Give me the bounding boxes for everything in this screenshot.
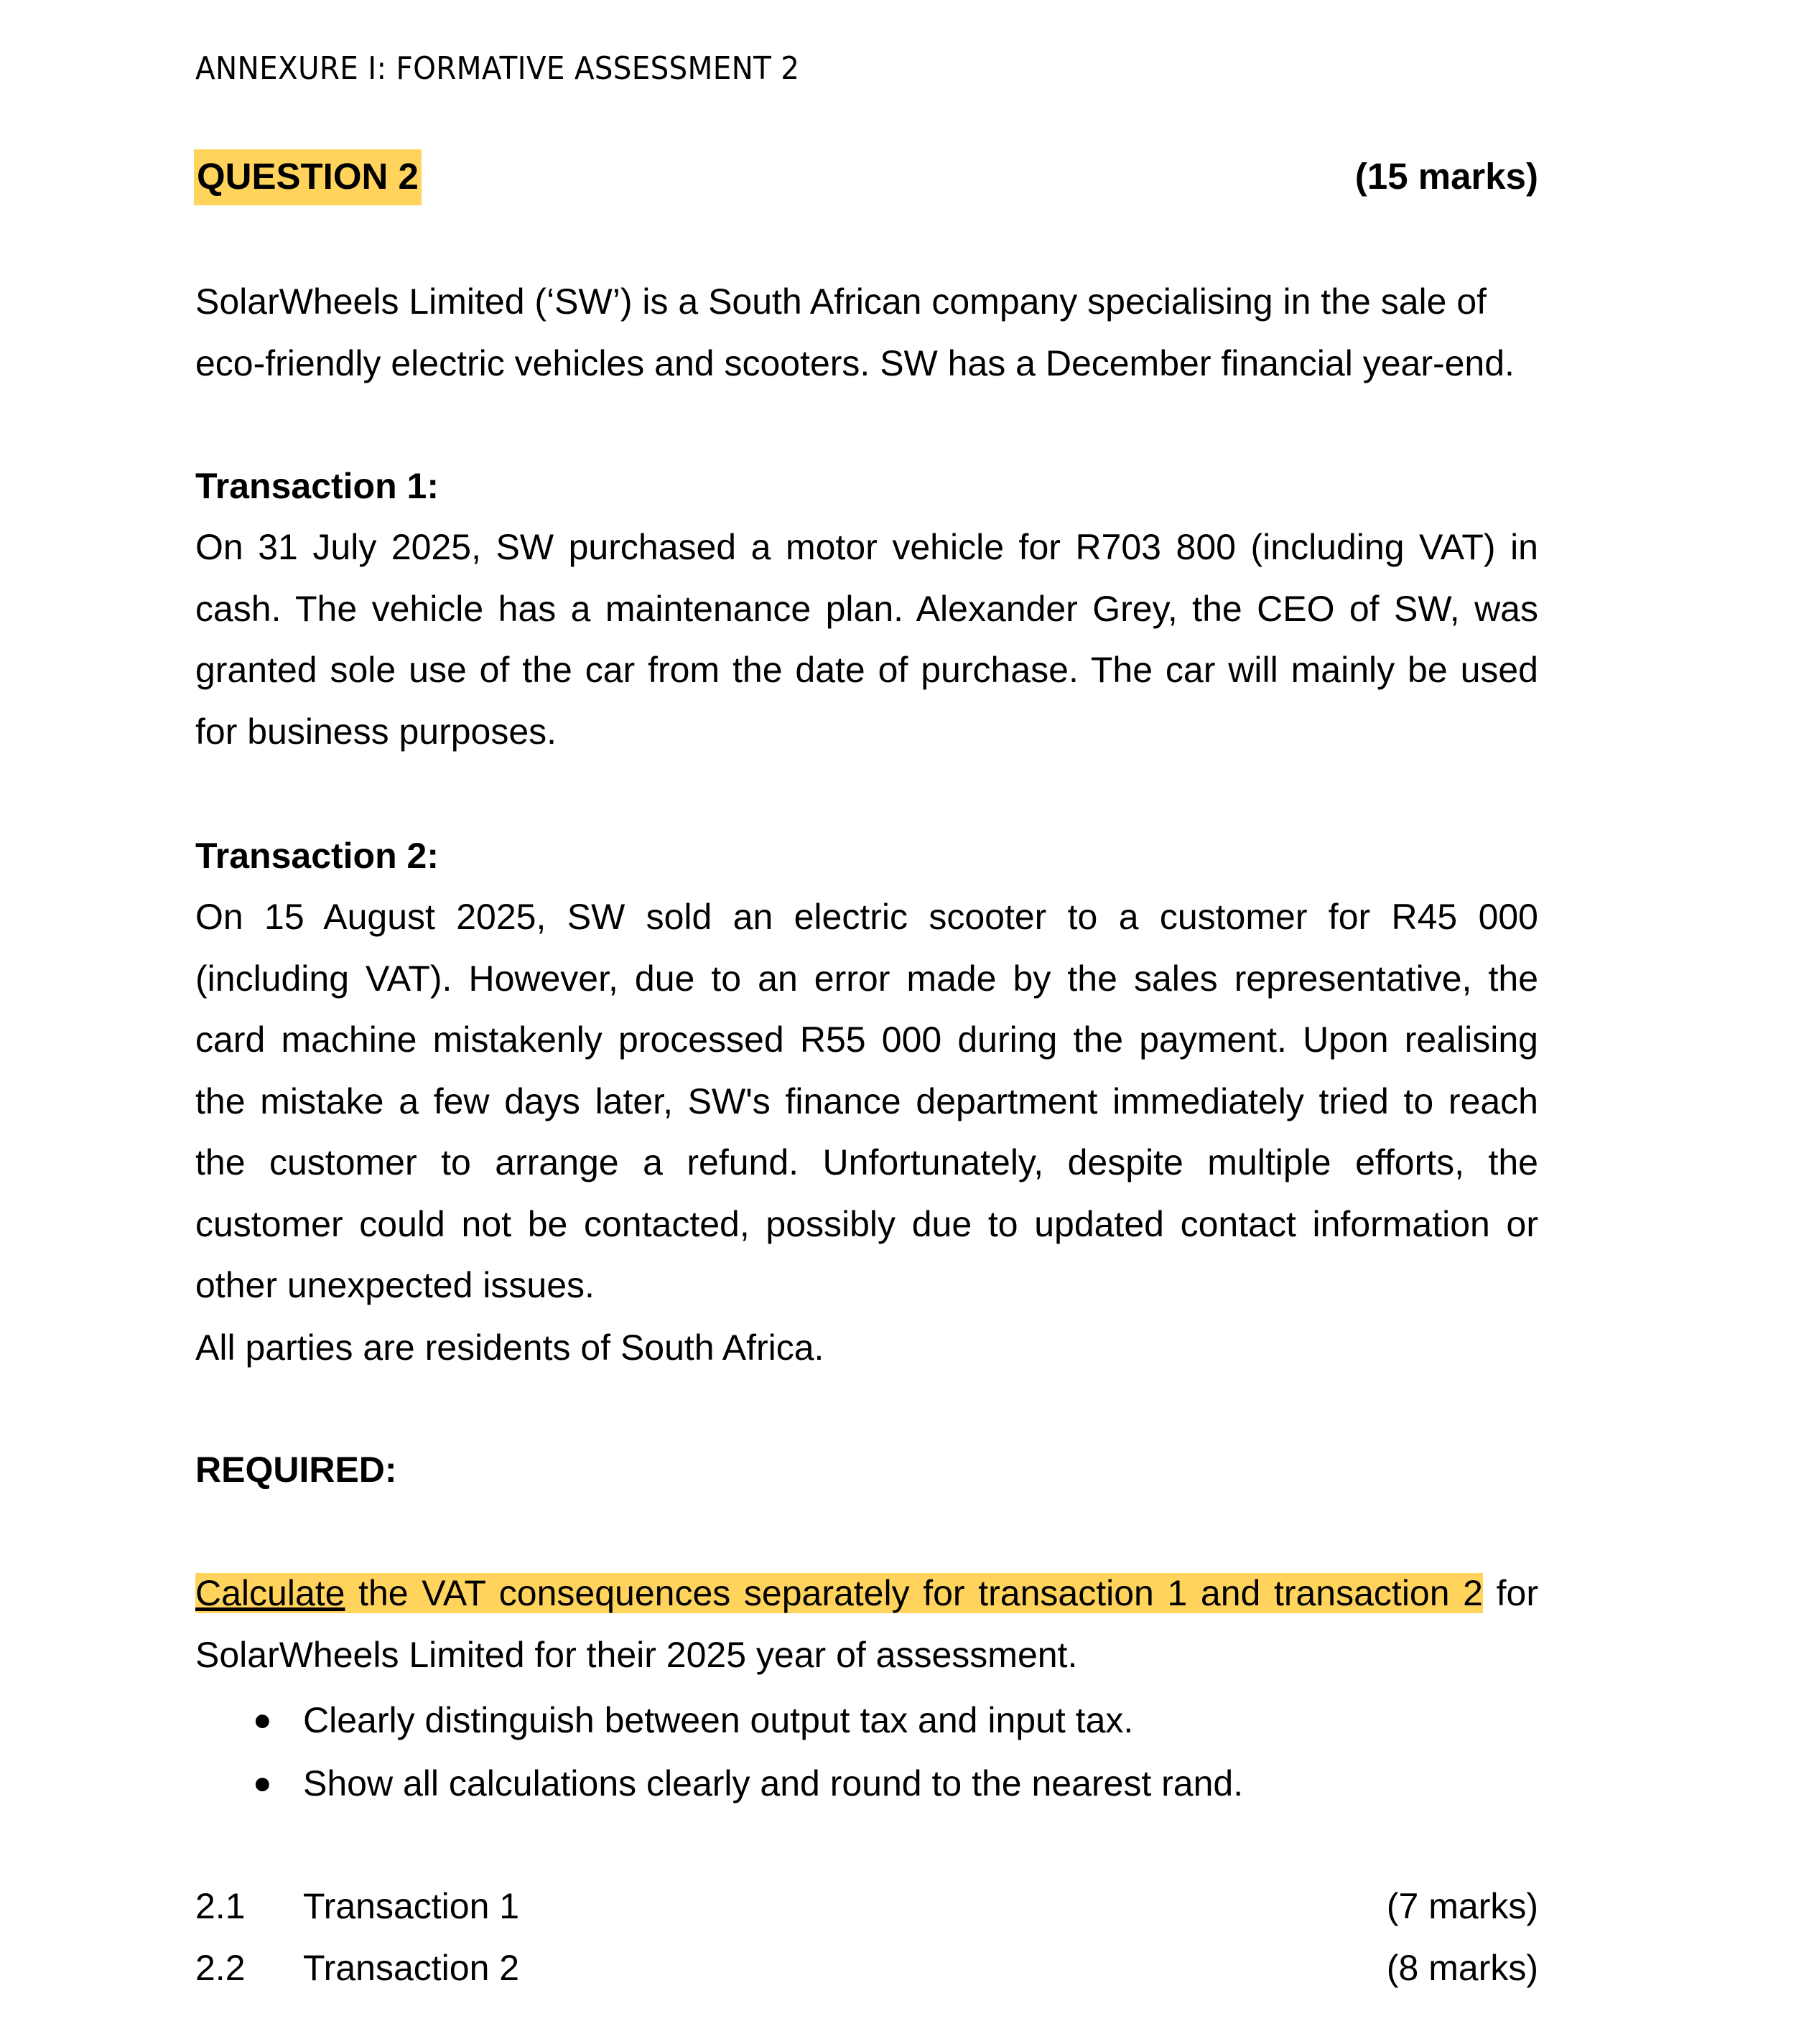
instruction-highlight-text: the VAT consequences separately for transaction 1 and transaction 2 — [345, 1573, 1483, 1613]
instruction-highlight — [195, 1573, 1483, 1613]
intro-paragraph: SolarWheels Limited (‘SW’) is a South African company specialising in the sale of eco-friendly electric vehicles and scooters. SW has a December financial year-end. — [195, 281, 1515, 383]
transaction-2-body: On 15 August 2025, SW sold an electric scooter to a customer for R45 000 (including VAT). However, due to an error made by the sales representative, the card machine mistakenly processed R55 000 during the payment. Upon realising the mistake a few days later, SW's finance department immediately tried to reach the customer to arrange a refund. Unfortunately, despite multiple efforts, the customer could not be contacted, possibly due to updated contact information or other unexpected issues. — [195, 897, 1538, 1305]
required-instruction — [195, 1563, 1538, 1686]
instruction-bullets — [195, 1689, 1538, 1815]
residents-statement: All parties are residents of South Africa. — [195, 1327, 824, 1368]
transaction-1-heading: Transaction 1: — [195, 466, 439, 506]
part-label: Transaction 2 — [303, 1948, 520, 1988]
bullet-icon: ● — [253, 1702, 272, 1737]
part-marks: (7 marks) — [1386, 1886, 1538, 1926]
bullet-text: Clearly distinguish between output tax and input tax. — [303, 1700, 1134, 1740]
question-marks: (15 marks) — [1354, 156, 1538, 197]
bullet-icon: ● — [253, 1765, 272, 1801]
list-item — [195, 1689, 1538, 1752]
annexure-header: ANNEXURE I: FORMATIVE ASSESSMENT 2 — [195, 50, 800, 87]
part-label: Transaction 1 — [303, 1886, 520, 1926]
transaction-2-heading: Transaction 2: — [195, 836, 439, 876]
question-parts — [195, 1875, 1538, 1999]
part-row — [195, 1875, 1538, 1937]
required-heading: REQUIRED: — [195, 1450, 397, 1490]
transaction-1-body: On 31 July 2025, SW purchased a motor vehicle for R703 800 (including VAT) in cash. The vehicle has a maintenance plan. Alexander Grey, the CEO of SW, was granted sole use of the car from the date of purchase. The car will mainly be used for business purposes. — [195, 527, 1538, 752]
part-number: 2.1 — [195, 1886, 246, 1926]
question-header — [195, 149, 1538, 207]
part-marks: (8 marks) — [1386, 1948, 1538, 1988]
question-title: QUESTION 2 — [194, 149, 422, 205]
instruction-rest: for SolarWheels Limited for their 2025 year of assessment. — [195, 1573, 1538, 1675]
part-row — [195, 1937, 1538, 1999]
list-item — [195, 1752, 1538, 1815]
instruction-verb: Calculate — [195, 1573, 345, 1613]
part-number: 2.2 — [195, 1948, 246, 1988]
bullet-text: Show all calculations clearly and round to the nearest rand. — [303, 1763, 1244, 1803]
